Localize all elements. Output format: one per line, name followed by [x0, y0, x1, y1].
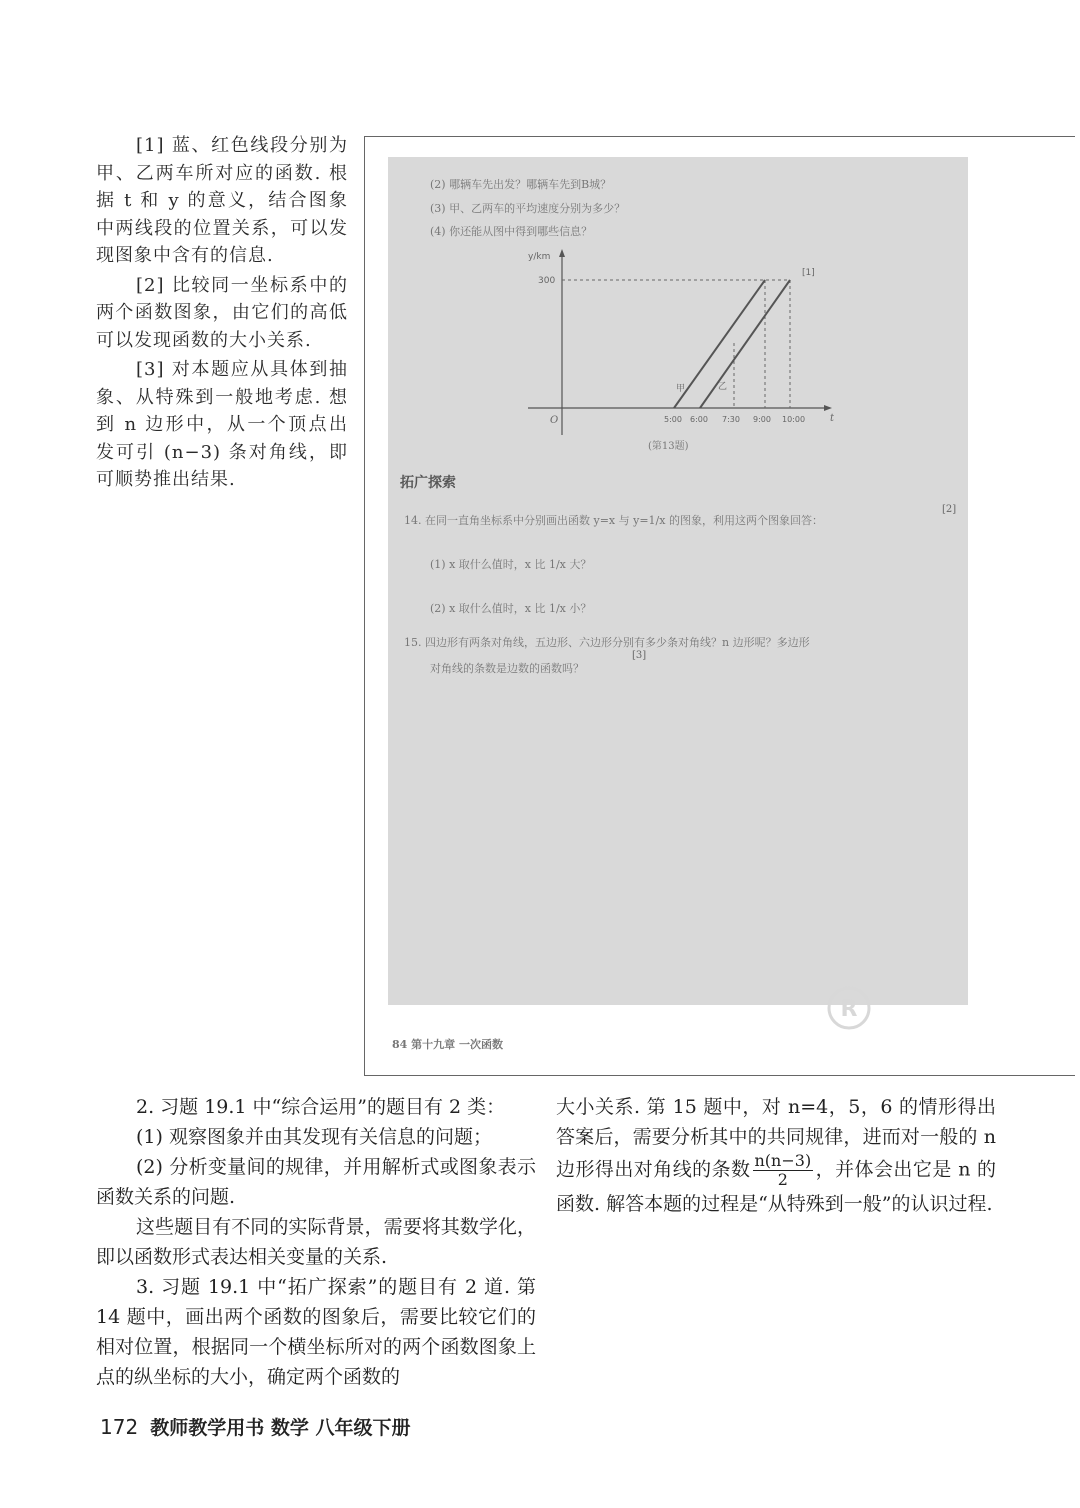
line-yi — [700, 280, 790, 408]
graph-caption: (第13题) — [648, 441, 689, 452]
x-axis-label: t — [830, 413, 835, 424]
x-tick-6-00: 6:00 — [690, 415, 708, 424]
body-text: 大小关系. 第 15 题中，对 n=4，5，6 的情形得出答案后，需要分析其中的共同规律，进而对一般的 n 边形得出对角线的条数 — [556, 1096, 996, 1181]
label-jia: 甲 — [676, 384, 686, 394]
exercise-q2: (2) 哪辆车先出发？哪辆车先到B城？ — [430, 178, 612, 191]
page-footer — [100, 1413, 410, 1440]
body-paragraph: 3. 习题 19.1 中“拓广探索”的题目有 2 道. 第 14 题中，画出两个函数的图象后，需要比较它们的相对位置，根据同一个横坐标所对的两个函数图象上点的纵坐标的大小，确定两个函数的 — [96, 1276, 536, 1388]
exercise-q15-line1: 15. 四边形有两条对角线，五边形、六边形分别有多少条对角线？n 边形呢？多边形 — [404, 636, 810, 649]
x-axis-arrow — [824, 405, 832, 411]
body-paragraph: (2) 分析变量间的规律，并用解析式或图象表示函数关系的问题. — [96, 1156, 536, 1208]
side-note-1: [1] 蓝、红色线段分别为甲、乙两车所对应的函数. 根据 t 和 y 的意义，结合图象中两线段的位置关系，可以发现图象中含有的信息. — [96, 135, 348, 266]
body-paragraph: (1) 观察图象并由其发现有关信息的问题； — [136, 1126, 492, 1148]
side-note-3: [3] 对本题应从具体到抽象、从特殊到一般地考虑. 想到 n 边形中，从一个顶点出发可引 (n−3) 条对角线，即可顺势推出结果. — [96, 359, 348, 490]
body-paragraph — [556, 1092, 996, 1219]
registered-watermark-icon — [826, 985, 872, 1031]
marker-1: [1] — [802, 268, 815, 278]
side-note-2: [2] 比较同一坐标系中的两个函数图象，由它们的高低可以发现函数的大小关系. — [96, 274, 348, 351]
exercise-q14: 14. 在同一直角坐标系中分别画出函数 y=x 与 y=1/x 的图象，利用这两个图象回答： — [404, 514, 823, 527]
svg-text:R: R — [840, 997, 858, 1022]
side-notes — [96, 132, 348, 496]
body-right-column — [556, 1092, 996, 1219]
page-number: 172 — [100, 1415, 139, 1439]
exercise-q4: (4) 你还能从图中得到哪些信息？ — [430, 225, 593, 238]
y-axis-label: y/km — [528, 252, 551, 262]
exercise-q15-line2: 对角线的条数是边数的函数吗？ — [430, 662, 584, 675]
exercise-q14-1: (1) x 取什么值时，x 比 1/x 大？ — [430, 558, 592, 571]
fraction-formula — [753, 1152, 814, 1189]
label-yi: 乙 — [718, 382, 728, 392]
marker-2: [2] — [942, 504, 957, 515]
section-title: 拓广探索 — [400, 475, 456, 491]
y-axis-arrow — [559, 249, 565, 257]
exercise-q3: (3) 甲、乙两车的平均速度分别为多少？ — [430, 202, 626, 215]
marker-3: [3] — [632, 650, 647, 661]
x-tick-7-30: 7:30 — [722, 415, 740, 424]
distance-time-graph — [510, 245, 840, 455]
body-left-column — [96, 1092, 536, 1392]
x-tick-9-00: 9:00 — [753, 415, 771, 424]
origin-label: O — [550, 415, 559, 426]
fraction-denominator: 2 — [777, 1170, 788, 1189]
body-paragraph: 这些题目有不同的实际背景，需要将其数学化，即以函数形式表达相关变量的关系. — [96, 1216, 536, 1268]
x-tick-10-00: 10:00 — [782, 415, 806, 424]
book-title: 教师教学用书 数学 八年级下册 — [150, 1417, 411, 1439]
body-text: ，并体会出它是 n 的函数. 解答本题的过程是“从特殊到一般”的认识过程. — [556, 1158, 996, 1215]
body-paragraph: 2. 习题 19.1 中“综合运用”的题目有 2 类： — [136, 1096, 506, 1118]
y-tick-300: 300 — [538, 276, 556, 286]
fraction-numerator: n(n−3) — [754, 1151, 812, 1170]
scan-page-footer: 84 第十九章 一次函数 — [392, 1038, 503, 1051]
exercise-q14-2: (2) x 取什么值时，x 比 1/x 小？ — [430, 602, 592, 615]
x-tick-5-00: 5:00 — [664, 415, 682, 424]
